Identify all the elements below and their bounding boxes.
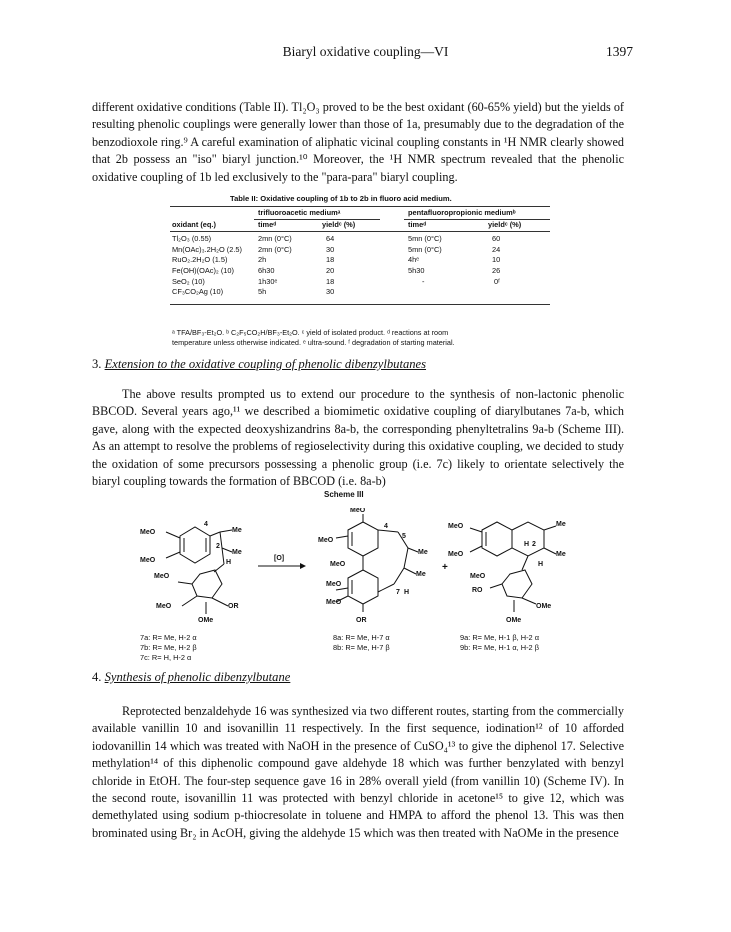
label-h: H <box>524 541 530 548</box>
cell-yield: 10 <box>492 255 501 265</box>
cell-time: 2mn (0°C) <box>258 234 292 244</box>
scheme-iii-structures <box>140 508 590 628</box>
cell-time: 5h <box>258 287 267 297</box>
table-row <box>170 255 550 266</box>
cell-yield: 60 <box>492 234 501 244</box>
group-header-tfa: trifluoroacetic mediumᵃ <box>258 208 341 217</box>
label-meo: MeO <box>318 537 334 544</box>
cell-time: 5mn (0°C) <box>408 234 442 244</box>
table-footnote-2: temperature unless otherwise indicated. ᵉ ultra-sound. ᶠ degradation of starting material. <box>172 338 455 347</box>
label-8b: 8b: R= Me, H-7 β <box>333 643 390 652</box>
section-4-number: 4. <box>92 670 102 684</box>
scheme-title: Scheme III <box>324 490 364 499</box>
cell-oxidant: RuO₂.2H₂O (1.5) <box>172 255 228 265</box>
cell-time: 4hᵉ <box>408 255 419 265</box>
table-rule-top <box>170 206 550 207</box>
cell-time: 1h30ᵉ <box>258 276 278 286</box>
plus-sign: + <box>442 562 448 573</box>
reaction-arrowhead <box>300 563 306 569</box>
cell-yield: 26 <box>492 265 501 275</box>
label-5: 5 <box>402 533 406 540</box>
label-me: Me <box>232 549 242 556</box>
label-meo: MeO <box>326 581 342 588</box>
label-meo: MeO <box>350 508 366 514</box>
label-or: OR <box>356 617 367 624</box>
label-ome: OMe <box>536 603 552 610</box>
label-meo: MeO <box>448 551 464 558</box>
label-ome: OMe <box>506 617 522 624</box>
label-or: OR <box>228 603 239 610</box>
label-meo: MeO <box>326 599 342 606</box>
cell-time: 5h30 <box>408 265 425 275</box>
table-row <box>170 234 550 245</box>
cell-yield: 24 <box>492 244 501 254</box>
running-header: Biaryl oxidative coupling—VI <box>282 44 449 59</box>
label-meo: MeO <box>140 529 156 536</box>
compound-8-structure <box>336 514 418 612</box>
label-meo: MeO <box>156 603 172 610</box>
label-meo: MeO <box>154 573 170 580</box>
cell-yield: 30 <box>326 287 335 297</box>
label-2: 2 <box>532 541 536 548</box>
section-4-heading <box>92 670 290 685</box>
table-row <box>170 245 550 256</box>
col-header-yield-2: yieldᶜ (%) <box>488 219 522 229</box>
cell-yield: 18 <box>326 276 335 286</box>
labels-compound-8 <box>333 633 390 653</box>
table-row <box>170 266 550 277</box>
label-me: Me <box>418 549 428 556</box>
cell-oxidant: Tl₂O₃ (0.55) <box>172 234 212 244</box>
label-7a: 7a: R= Me, H-2 α <box>140 633 197 642</box>
cell-yield: 30 <box>326 244 335 254</box>
label-ome: OMe <box>198 617 214 624</box>
label-2: 2 <box>216 543 220 550</box>
col-header-oxidant: oxidant (eq.) <box>172 219 216 229</box>
cell-time: - <box>422 276 425 286</box>
table-ii <box>170 206 550 298</box>
label-9a: 9a: R= Me, H-1 β, H-2 α <box>460 633 539 642</box>
table-group-header-row <box>170 208 550 219</box>
label-4: 4 <box>384 523 388 530</box>
cell-time: 2h <box>258 255 267 265</box>
table-header-row <box>170 220 550 231</box>
ring-9-lower <box>502 570 532 598</box>
label-meo: MeO <box>448 523 464 530</box>
table-row <box>170 277 550 288</box>
label-7b: 7b: R= Me, H-2 β <box>140 643 197 652</box>
page-number: 1397 <box>606 44 633 59</box>
cell-oxidant: Fe(OH)(OAc)₂ (10) <box>172 265 234 275</box>
cell-oxidant: SeO₂ (10) <box>172 276 205 286</box>
cell-yield: 0ᶠ <box>494 276 500 286</box>
table-footnote-1: ᵃ TFA/BF₃-Et₂O. ᵇ C₂F₅CO₂H/BF₃-Et₂O. ᶜ yield of isolated product. ᵈ reactions at room <box>172 328 449 337</box>
label-meo: MeO <box>470 573 486 580</box>
cell-time: 5mn (0°C) <box>408 244 442 254</box>
table-rule-bottom <box>170 304 550 305</box>
section-4-title: Synthesis of phenolic dibenzylbutane <box>104 670 291 684</box>
label-me: Me <box>416 571 426 578</box>
label-7: 7 <box>396 589 400 596</box>
cell-yield: 20 <box>326 265 335 275</box>
label-4: 4 <box>204 521 208 528</box>
ring-7-lower <box>192 570 222 598</box>
table-row <box>170 287 550 298</box>
ring-9-saturated <box>512 522 544 556</box>
label-9b: 9b: R= Me, H-1 α, H-2 β <box>460 643 539 652</box>
label-me: Me <box>232 527 242 534</box>
label-h: H <box>404 589 410 596</box>
col-header-yield-1: yieldᶜ (%) <box>322 219 356 229</box>
cell-oxidant: Mn(OAc)₃.2H₂O (2.5) <box>172 244 242 254</box>
cell-yield: 18 <box>326 255 335 265</box>
compound-7-structure <box>166 527 232 614</box>
label-ro: RO <box>472 587 483 594</box>
section-3-heading <box>92 357 426 372</box>
section-3-title: Extension to the oxidative coupling of phenolic dibenzylbutanes <box>104 357 427 371</box>
intro-paragraph: different oxidative conditions (Table II). Tl₂O₃ proved to be the best oxidant (60-65% yield) but the yields of resulting phenolic couplings were generally lower than those of 1a, presumably due to the degradation of the benzodioxole ring.⁹ A careful examination of aliphatic vicinal coupling constants in ¹H NMR clearly showed that 2b possess an "iso" biaryl junction.¹⁰ Moreover, the ¹H NMR spectrum revealed that the phenolic oxidative coupling of 1b led exclusively to the "para-para" biaryl coupling. <box>92 100 624 184</box>
label-meo: MeO <box>140 557 156 564</box>
arrow-label: [O] <box>274 555 285 562</box>
label-me: Me <box>556 521 566 528</box>
section-3-paragraph: The above results prompted us to extend our procedure to the synthesis of non-lactonic phenolic BBCOD. Several years ago,¹¹ we described a biomimetic oxidative coupling of diarylbutanes 7a-b, which gave, along with the expected deoxyshizandrins 8a-b, the corresponding phenyltetralins 9a-b (Scheme III). As an attempt to resolve the problems of regioselectivity during this oxidative coupling, we decided to study the oxidation of some precursors possessing a phenolic group (i.e. 7c) likely to orientate selectively the biaryl coupling towards the formation of BBCOD (i.e. 8a-b) <box>92 387 624 489</box>
label-7c: 7c: R= H, H-2 α <box>140 653 192 662</box>
group-header-pfp: pentafluoropropionic mediumᵇ <box>408 208 516 217</box>
section-3-number: 3. <box>92 357 102 371</box>
labels-compound-9 <box>460 633 539 653</box>
cell-time: 2mn (0°C) <box>258 244 292 254</box>
section-4-paragraph: Reprotected benzaldehyde 16 was synthesized via two different routes, starting from the commercially available vanillin 10 and isovanillin 11 respectively. In the first sequence, iodination¹² of 10 afforded iodovanillin 14 which was treated with NaOH in the presence of CuSO₄¹³ to give the diphenol 17. Selective methylation¹⁴ of this diphenolic compound gave aldehyde 18 which was further benzylated with benzyl chloride in EtOH. The four-step sequence gave 16 in 28% overall yield (from vanillin 10) (Scheme IV). In the second route, isovanillin 11 was protected with benzyl chloride in acetone¹⁵ to give 12, which was demethylated using sodium p-thiocresolate in toluene and HMPA to afford the phenol 13. This was then brominated using Br₂ in AcOH, giving the aldehyde 15 which was then treated with NaOMe in the presence <box>92 704 624 840</box>
label-h: H <box>538 561 544 568</box>
labels-compound-7 <box>140 633 197 663</box>
label-meo: MeO <box>330 561 346 568</box>
label-h: H <box>226 559 232 566</box>
label-me: Me <box>556 551 566 558</box>
cell-oxidant: CF₃CO₂Ag (10) <box>172 287 224 297</box>
label-8a: 8a: R= Me, H-7 α <box>333 633 390 642</box>
col-header-time-2: timeᵈ <box>408 219 427 229</box>
table-rule-header <box>170 231 550 232</box>
col-header-time-1: timeᵈ <box>258 219 277 229</box>
cell-yield: 64 <box>326 234 335 244</box>
compound-9-structure <box>470 522 556 612</box>
table-caption: Table II: Oxidative coupling of 1b to 2b in fluoro acid medium. <box>230 194 452 203</box>
cell-time: 6h30 <box>258 265 275 275</box>
